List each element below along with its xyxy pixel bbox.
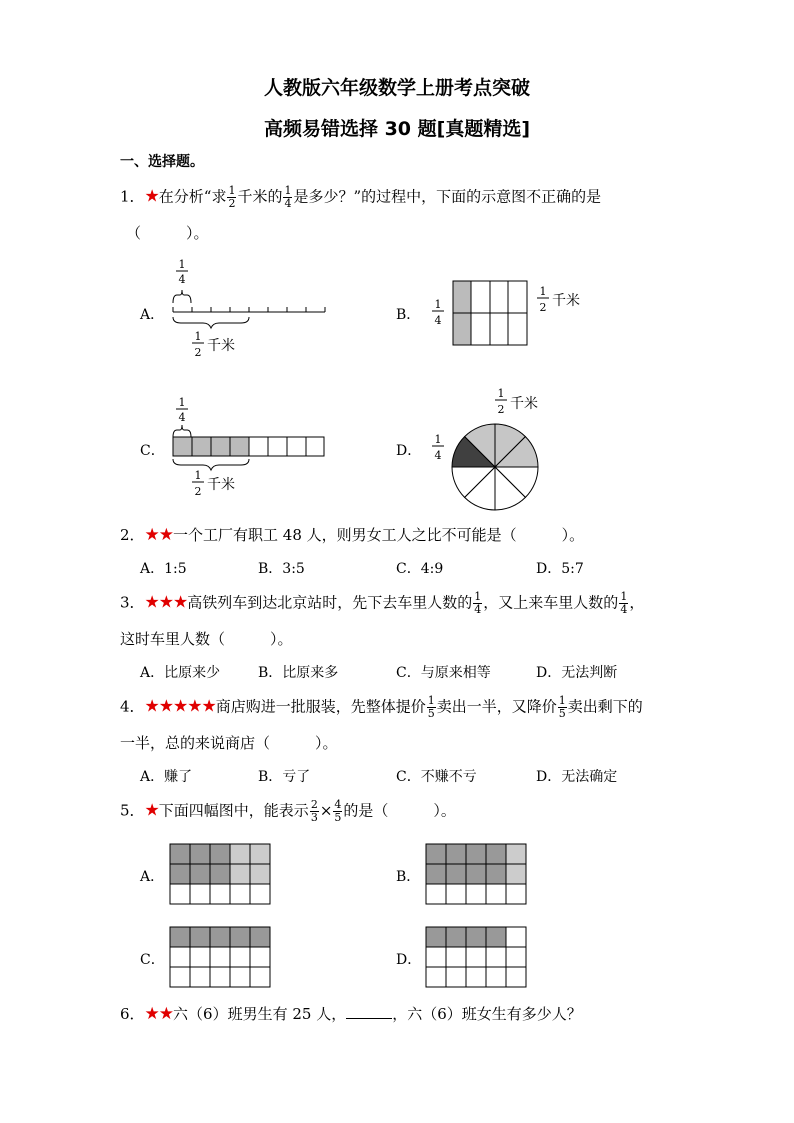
svg-text:千米: 千米 bbox=[510, 396, 538, 412]
svg-text:2: 2 bbox=[539, 301, 547, 314]
question-6: 6．★★六（6）班男生有 25 人， ，六（6）班女生有多少人？ bbox=[120, 1004, 582, 1024]
q2-option-a[interactable]: A．1:5 bbox=[140, 561, 187, 577]
q4-option-a[interactable]: A．赚了 bbox=[140, 769, 193, 785]
fraction-fifth: $\frac{1}{5}$ bbox=[558, 694, 566, 720]
svg-text:1: 1 bbox=[178, 258, 186, 271]
q5-option-c-grid bbox=[168, 925, 272, 989]
question-number: 1． bbox=[120, 187, 145, 206]
option-b-label: B． bbox=[396, 307, 421, 323]
q1-option-c-diagram bbox=[165, 393, 335, 503]
option-d-label: D． bbox=[396, 443, 422, 459]
question-1-answer-blank: （ ）。 bbox=[126, 224, 209, 242]
svg-text:2: 2 bbox=[194, 485, 202, 498]
fraction-quarter: $\frac{1}{4}$ bbox=[474, 590, 482, 616]
question-3: 3．★★★高铁列车到达北京站时，先下去车里人数的 $\frac{1}{4}$ ，又上来车里人数的 $\frac{1}{4}$ ， bbox=[120, 590, 645, 616]
difficulty-star-icon: ★★ bbox=[144, 525, 174, 545]
svg-text:千米: 千米 bbox=[207, 338, 235, 354]
svg-text:4: 4 bbox=[178, 273, 186, 286]
option-a-label: A． bbox=[140, 869, 165, 885]
q1-option-a-diagram bbox=[165, 255, 335, 365]
q3-option-a[interactable]: A．比原来少 bbox=[140, 665, 221, 681]
page-subtitle: 高频易错选择 30 题[真题精选] bbox=[263, 118, 531, 140]
option-a-label: A． bbox=[140, 307, 165, 323]
fraction-quarter: $\frac{1}{4}$ bbox=[620, 590, 628, 616]
difficulty-star-icon: ★★★★★ bbox=[144, 696, 216, 717]
question-4: 4．★★★★★商店购进一批服装，先整体提价 $\frac{1}{5}$ 卖出一半，又降价 $\frac{1}{5}$ 卖出剩下的 bbox=[120, 694, 643, 720]
svg-text:千米: 千米 bbox=[207, 477, 235, 493]
svg-text:2: 2 bbox=[194, 346, 202, 359]
q3-option-d[interactable]: D．无法判断 bbox=[536, 665, 618, 681]
question-2: 2．★★一个工厂有职工 48 人，则男女工人之比不可能是（ ）。 bbox=[120, 525, 585, 545]
fraction-two-thirds: $\frac{2}{3}$ bbox=[310, 798, 318, 824]
option-d-label: D． bbox=[396, 952, 422, 968]
question-1: 1．★在分析“求 $\frac{1}{2}$ 千米的 $\frac{1}{4}$ 是多少？”的过程中，下面的示意图不正确的是 bbox=[120, 184, 602, 210]
question-number: 5． bbox=[120, 801, 145, 820]
svg-text:4: 4 bbox=[178, 411, 186, 424]
question-number: 2． bbox=[120, 526, 145, 544]
svg-text:1: 1 bbox=[194, 330, 202, 343]
svg-text:4: 4 bbox=[434, 449, 442, 462]
svg-text:1: 1 bbox=[539, 285, 547, 298]
q2-option-c[interactable]: C．4:9 bbox=[396, 561, 444, 577]
question-3-line-2: 这时车里人数（ ）。 bbox=[120, 630, 293, 648]
svg-text:1: 1 bbox=[434, 433, 442, 446]
fill-in-blank[interactable] bbox=[346, 1004, 392, 1019]
option-b-label: B． bbox=[396, 869, 421, 885]
question-number: 3． bbox=[120, 593, 145, 612]
q3-option-b[interactable]: B．比原来多 bbox=[258, 665, 339, 681]
option-c-label: C． bbox=[140, 952, 165, 968]
fraction-quarter: $\frac{1}{4}$ bbox=[284, 184, 292, 210]
q4-option-c[interactable]: C．不赚不亏 bbox=[396, 769, 477, 785]
difficulty-star-icon: ★★★ bbox=[144, 592, 188, 613]
q2-option-b[interactable]: B．3:5 bbox=[258, 561, 305, 577]
q4-option-d[interactable]: D．无法确定 bbox=[536, 769, 618, 785]
q4-option-b[interactable]: B．亏了 bbox=[258, 769, 311, 785]
fraction-four-fifths: $\frac{4}{5}$ bbox=[334, 798, 342, 824]
question-5: 5．★下面四幅图中，能表示 $\frac{2}{3}$ × $\frac{4}{5}$ 的是（ ）。 bbox=[120, 798, 456, 824]
fraction-half: $\frac{1}{2}$ bbox=[228, 184, 236, 210]
difficulty-star-icon: ★ bbox=[144, 186, 159, 207]
q2-option-d[interactable]: D．5:7 bbox=[536, 561, 584, 577]
question-4-line-2: 一半，总的来说商店（ ）。 bbox=[120, 734, 338, 752]
option-c-label: C． bbox=[140, 443, 165, 459]
svg-text:2: 2 bbox=[497, 403, 505, 416]
q5-option-a-grid bbox=[168, 842, 272, 906]
section-heading: 一、选择题。 bbox=[120, 154, 204, 170]
svg-text:1: 1 bbox=[178, 396, 186, 409]
question-number: 6． bbox=[120, 1005, 145, 1023]
fraction-fifth: $\frac{1}{5}$ bbox=[427, 694, 435, 720]
q5-option-d-grid bbox=[424, 925, 528, 989]
svg-text:1: 1 bbox=[434, 298, 442, 311]
q1-option-d-diagram bbox=[425, 385, 565, 513]
q5-option-b-grid bbox=[424, 842, 528, 906]
page-title: 人教版六年级数学上册考点突破 bbox=[263, 77, 530, 99]
svg-text:1: 1 bbox=[497, 387, 505, 400]
difficulty-star-icon: ★★ bbox=[144, 1004, 174, 1024]
q1-option-b-diagram bbox=[425, 278, 600, 350]
difficulty-star-icon: ★ bbox=[144, 800, 159, 821]
svg-text:千米: 千米 bbox=[552, 293, 580, 309]
q3-option-c[interactable]: C．与原来相等 bbox=[396, 665, 491, 681]
question-number: 4． bbox=[120, 697, 145, 716]
svg-text:4: 4 bbox=[434, 314, 442, 327]
svg-text:1: 1 bbox=[194, 469, 202, 482]
